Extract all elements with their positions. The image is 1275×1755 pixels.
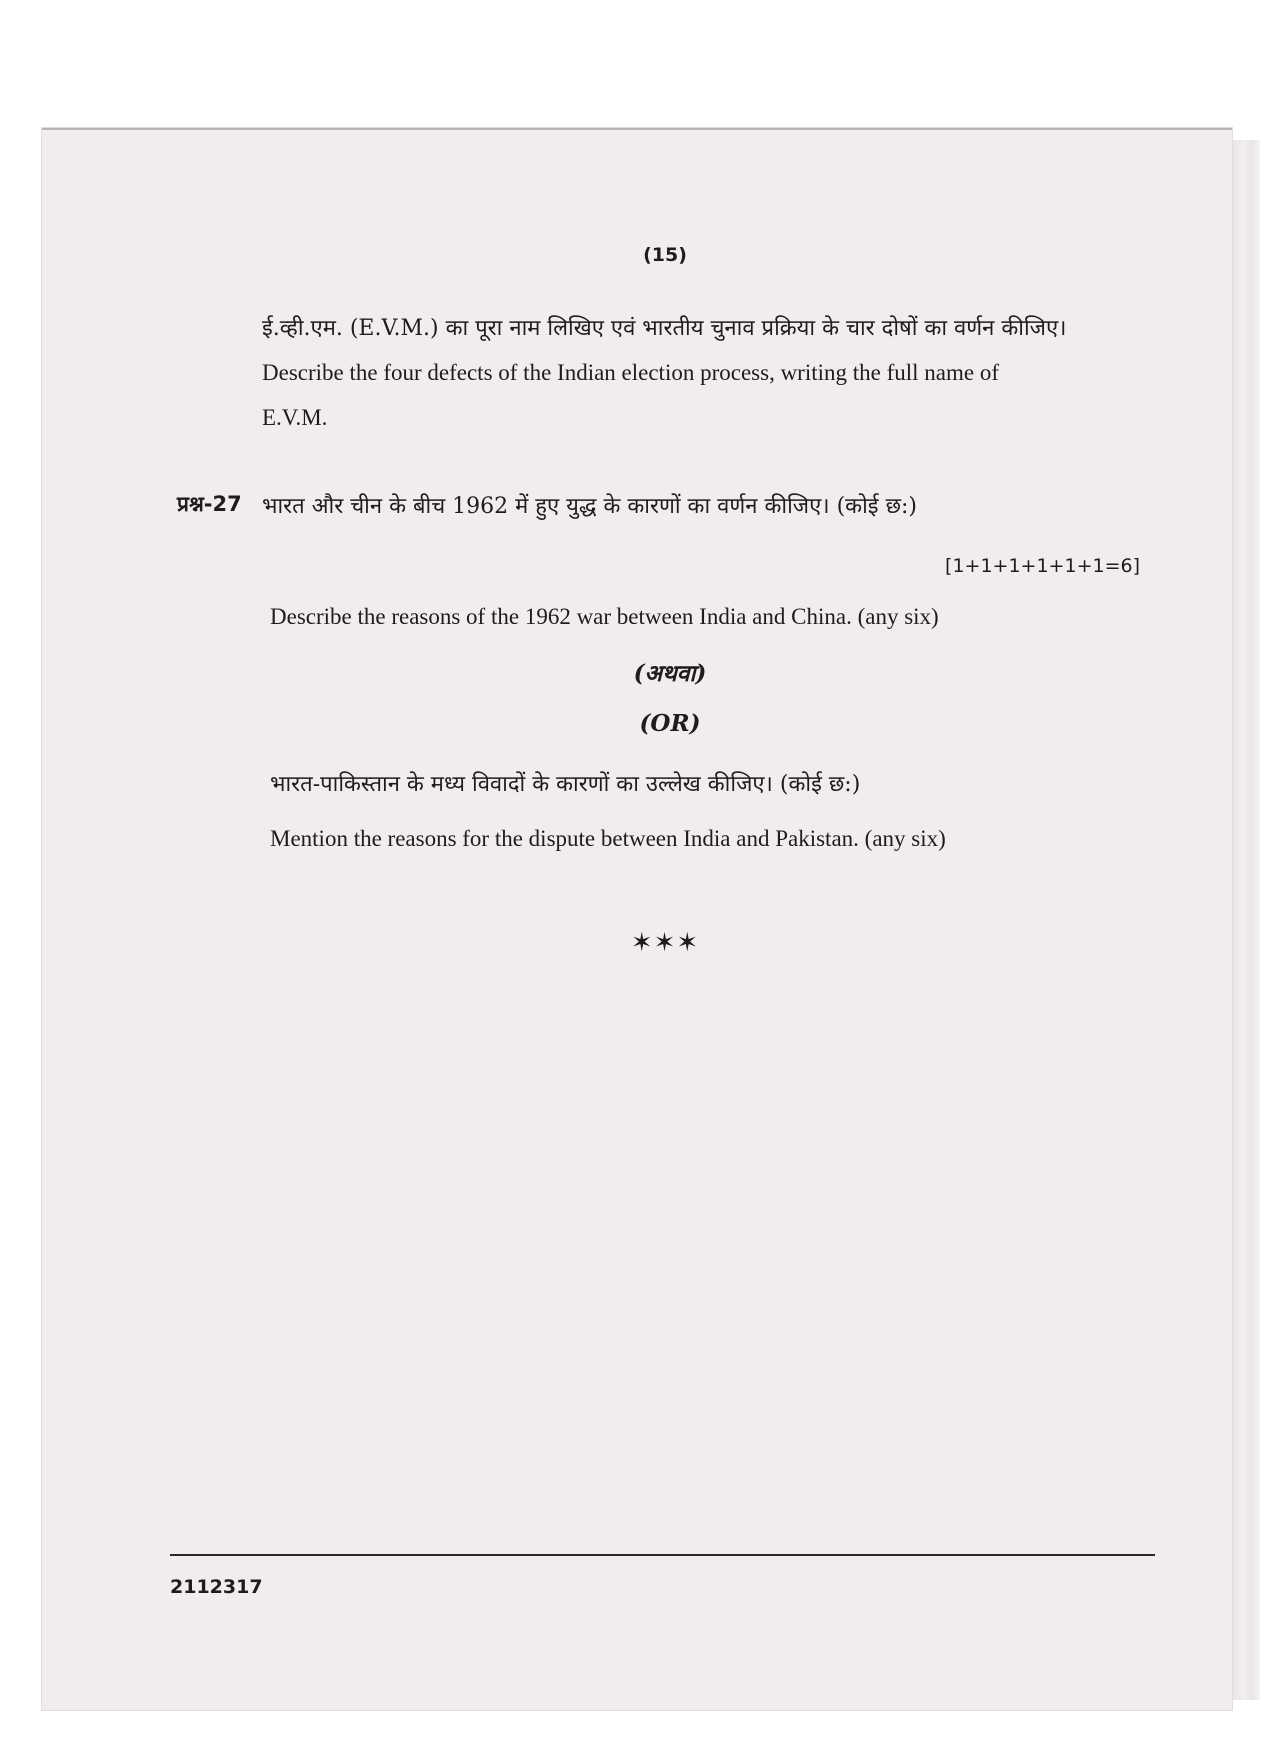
q27-english-text: Describe the reasons of the 1962 war between India and China. (any six) bbox=[270, 604, 939, 629]
q27-hindi-text: भारत और चीन के बीच 1962 में हुए युद्ध के कारणों का वर्णन कीजिए। (कोई छ:) bbox=[262, 494, 917, 519]
question-27-label: प्रश्न-27 bbox=[177, 492, 242, 516]
q26-english-line2: E.V.M. bbox=[262, 405, 328, 430]
q26-english-line1: Describe the four defects of the Indian election process, writing the full name of bbox=[262, 360, 1000, 385]
footer-divider bbox=[170, 1554, 1155, 1556]
q27-alt-hindi-text: भारत-पाकिस्तान के मध्य विवादों के कारणों का उल्लेख कीजिए। (कोई छ:) bbox=[270, 772, 861, 797]
q26-hindi-text: ई.व्ही.एम. (E.V.M.) का पूरा नाम लिखिए एवं भारतीय चुनाव प्रक्रिया के चार दोषों का वर्णन कीजिए। bbox=[262, 316, 1067, 341]
paper-code: 2112317 bbox=[170, 1576, 263, 1598]
q27-alt-english-text: Mention the reasons for the dispute between India and Pakistan. (any six) bbox=[270, 826, 946, 851]
end-of-paper-stars: ✶✶✶ bbox=[630, 928, 700, 958]
or-hindi: (अथवा) bbox=[633, 660, 707, 687]
page-stack-edge bbox=[1232, 140, 1260, 1700]
page-number: (15) bbox=[643, 244, 687, 266]
or-english: (OR) bbox=[639, 710, 701, 737]
q27-marks: [1+1+1+1+1+1=6] bbox=[945, 555, 1140, 577]
